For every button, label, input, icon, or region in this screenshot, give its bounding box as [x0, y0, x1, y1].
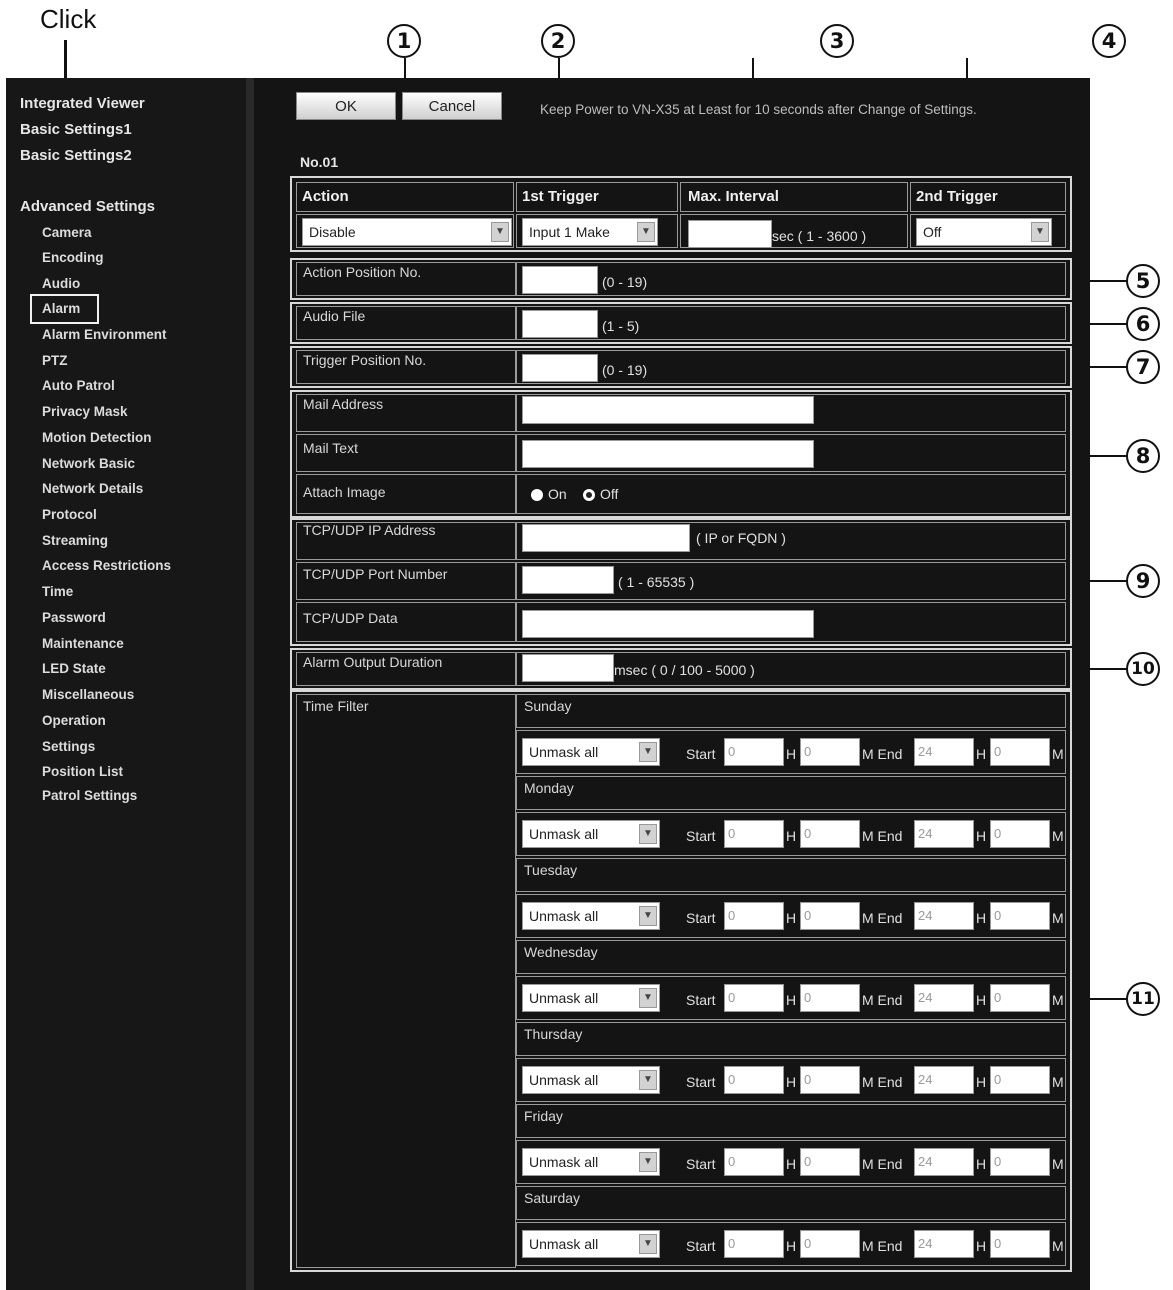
wednesday-end-minute-input[interactable]: 0: [990, 984, 1050, 1012]
max-interval-unit: sec ( 1 - 3600 ): [772, 228, 867, 244]
tcp-ip-hint: ( IP or FQDN ): [696, 530, 786, 546]
trigger-position-value-cell: [516, 350, 1066, 384]
max-interval-input[interactable]: [688, 220, 772, 248]
monday-end-hour-unit: H: [976, 828, 987, 844]
alarm-output-unit: msec ( 0 / 100 - 5000 ): [614, 662, 755, 678]
thursday-start-hour-unit: H: [786, 1074, 797, 1090]
sidebar-item-protocol[interactable]: Protocol: [42, 507, 97, 522]
sunday-mode-value: Unmask all: [529, 744, 599, 760]
wednesday-end-hour-unit: H: [976, 992, 987, 1008]
marker-11: 11: [1126, 982, 1160, 1016]
audio-file-input[interactable]: [522, 310, 598, 338]
sunday-end-minute-unit: M: [1052, 746, 1064, 762]
friday-start-label: Start: [686, 1156, 716, 1172]
ok-button[interactable]: OK: [296, 92, 396, 120]
thursday-start-label: Start: [686, 1074, 716, 1090]
thursday-start-minute-input[interactable]: 0: [800, 1066, 860, 1094]
saturday-name-cell: [516, 1186, 1066, 1220]
sidebar-item-camera[interactable]: Camera: [42, 225, 92, 240]
saturday-end-minute-input[interactable]: 0: [990, 1230, 1050, 1258]
chevron-down-icon: ▼: [639, 1152, 657, 1172]
attach-image-label: Attach Image: [303, 484, 386, 500]
settings-screen: [6, 78, 1090, 1290]
first-trigger-select[interactable]: [522, 218, 658, 246]
sidebar-item-operation[interactable]: Operation: [42, 713, 106, 728]
tuesday-end-hour-unit: H: [976, 910, 987, 926]
thursday-end-minute-unit: M: [1052, 1074, 1064, 1090]
saturday-end-hour-input[interactable]: 24: [914, 1230, 974, 1258]
sunday-mode-select[interactable]: [522, 738, 660, 766]
thursday-start-hour-input[interactable]: 0: [724, 1066, 784, 1094]
monday-mode-value: Unmask all: [529, 826, 599, 842]
chevron-down-icon: ▼: [639, 824, 657, 844]
monday-name-cell: [516, 776, 1066, 810]
action-position-value-cell: [516, 262, 1066, 296]
saturday-end-minute-unit: M: [1052, 1238, 1064, 1254]
tuesday-start-hour-unit: H: [786, 910, 797, 926]
sidebar-item-audio[interactable]: Audio: [42, 276, 81, 291]
sidebar-item-alarm-environment[interactable]: Alarm Environment: [42, 327, 167, 342]
tuesday-start-minute-input[interactable]: 0: [800, 902, 860, 930]
marker-1: 1: [387, 24, 421, 58]
sidebar-divider: [246, 78, 254, 1290]
thursday-mode-select[interactable]: [522, 1066, 660, 1094]
action-position-range: (0 - 19): [602, 274, 648, 290]
sunday-end-label: M End: [862, 746, 903, 762]
saturday-mode-value: Unmask all: [529, 1236, 599, 1252]
attach-image-on-label: On: [548, 486, 567, 502]
sidebar-item-password[interactable]: Password: [42, 610, 106, 625]
marker-8: 8: [1126, 439, 1160, 473]
wednesday-start-label: Start: [686, 992, 716, 1008]
tuesday-label: Tuesday: [524, 862, 578, 878]
friday-start-hour-input[interactable]: 0: [724, 1148, 784, 1176]
sidebar-item-encoding[interactable]: Encoding: [42, 250, 104, 265]
second-trigger-select[interactable]: [916, 218, 1052, 246]
chevron-down-icon: ▼: [1031, 222, 1049, 242]
sidebar-item-time[interactable]: Time: [42, 584, 74, 599]
alarm-output-label: Alarm Output Duration: [303, 654, 443, 670]
max-interval-header: Max. Interval: [688, 188, 779, 205]
thursday-label: Thursday: [524, 1026, 583, 1042]
marker-5: 5: [1126, 264, 1160, 298]
sidebar-item-network-details[interactable]: Network Details: [42, 481, 144, 496]
marker-7: 7: [1126, 350, 1160, 384]
monday-start-hour-unit: H: [786, 828, 797, 844]
marker-2: 2: [541, 24, 575, 58]
thursday-mode-value: Unmask all: [529, 1072, 599, 1088]
monday-end-label: M End: [862, 828, 903, 844]
first-trigger-select-value: Input 1 Make: [529, 224, 610, 240]
sidebar-item-motion-detection[interactable]: Motion Detection: [42, 430, 152, 445]
first-trigger-header: 1st Trigger: [522, 188, 599, 205]
friday-mode-select[interactable]: [522, 1148, 660, 1176]
sidebar-item-position-list[interactable]: Position List: [42, 764, 123, 779]
trigger-position-range: (0 - 19): [602, 362, 648, 378]
mail-text-input[interactable]: [522, 440, 814, 468]
sunday-start-hour-input[interactable]: 0: [724, 738, 784, 766]
friday-end-hour-input[interactable]: 24: [914, 1148, 974, 1176]
marker-3: 3: [820, 24, 854, 58]
action-header: Action: [302, 188, 349, 205]
saturday-start-hour-input[interactable]: 0: [724, 1230, 784, 1258]
thursday-end-hour-unit: H: [976, 1074, 987, 1090]
monday-start-label: Start: [686, 828, 716, 844]
tuesday-end-minute-unit: M: [1052, 910, 1064, 926]
chevron-down-icon: ▼: [637, 222, 655, 242]
trigger-position-input[interactable]: [522, 354, 598, 382]
wednesday-mode-value: Unmask all: [529, 990, 599, 1006]
tuesday-start-hour-input[interactable]: 0: [724, 902, 784, 930]
friday-end-label: M End: [862, 1156, 903, 1172]
sunday-end-hour-input[interactable]: 24: [914, 738, 974, 766]
thursday-name-cell: [516, 1022, 1066, 1056]
monday-end-minute-unit: M: [1052, 828, 1064, 844]
sunday-start-minute-input[interactable]: 0: [800, 738, 860, 766]
friday-end-hour-unit: H: [976, 1156, 987, 1172]
tcp-data-label: TCP/UDP Data: [303, 610, 398, 626]
saturday-end-label: M End: [862, 1238, 903, 1254]
tuesday-name-cell: [516, 858, 1066, 892]
sidebar-item-advanced-settings[interactable]: Advanced Settings: [20, 198, 156, 215]
power-notice: Keep Power to VN-X35 at Least for 10 seconds after Change of Settings.: [540, 102, 977, 117]
tuesday-mode-select[interactable]: [522, 902, 660, 930]
marker-4: 4: [1092, 24, 1126, 58]
audio-file-value-cell: [516, 306, 1066, 340]
friday-start-hour-unit: H: [786, 1156, 797, 1172]
sidebar-item-basic-settings2[interactable]: Basic Settings2: [20, 147, 132, 164]
wednesday-start-minute-input[interactable]: 0: [800, 984, 860, 1012]
action-select-value: Disable: [309, 224, 356, 240]
marker-9: 9: [1126, 564, 1160, 598]
attach-image-off-label: Off: [600, 486, 619, 502]
monday-label: Monday: [524, 780, 574, 796]
tuesday-mode-value: Unmask all: [529, 908, 599, 924]
chevron-down-icon: ▼: [491, 222, 509, 242]
tcp-port-input[interactable]: [522, 566, 614, 594]
wednesday-start-hour-input[interactable]: 0: [724, 984, 784, 1012]
second-trigger-header: 2nd Trigger: [916, 188, 998, 205]
sidebar-item-network-basic[interactable]: Network Basic: [42, 456, 136, 471]
sidebar-item-miscellaneous[interactable]: Miscellaneous: [42, 687, 135, 702]
thursday-end-label: M End: [862, 1074, 903, 1090]
trigger-position-label: Trigger Position No.: [303, 352, 427, 368]
saturday-end-hour-unit: H: [976, 1238, 987, 1254]
second-trigger-select-value: Off: [923, 224, 942, 240]
sidebar-item-led-state[interactable]: LED State: [42, 661, 106, 676]
time-filter-label: Time Filter: [303, 698, 369, 714]
mail-address-input[interactable]: [522, 396, 814, 424]
friday-end-minute-input[interactable]: 0: [990, 1148, 1050, 1176]
audio-file-label: Audio File: [303, 308, 366, 324]
tuesday-end-label: M End: [862, 910, 903, 926]
monday-start-minute-input[interactable]: 0: [800, 820, 860, 848]
chevron-down-icon: ▼: [639, 988, 657, 1008]
chevron-down-icon: ▼: [639, 1234, 657, 1254]
monday-end-hour-input[interactable]: 24: [914, 820, 974, 848]
tcp-data-input[interactable]: [522, 610, 814, 638]
action-position-label: Action Position No.: [303, 264, 422, 280]
sidebar: [6, 78, 246, 1290]
marker-6: 6: [1126, 307, 1160, 341]
tcp-port-label: TCP/UDP Port Number: [303, 566, 448, 582]
sidebar-item-privacy-mask[interactable]: Privacy Mask: [42, 404, 128, 419]
monday-start-hour-input[interactable]: 0: [724, 820, 784, 848]
thursday-end-minute-input[interactable]: 0: [990, 1066, 1050, 1094]
tcp-port-hint: ( 1 - 65535 ): [618, 574, 695, 590]
sidebar-item-access-restrictions[interactable]: Access Restrictions: [42, 558, 172, 573]
friday-label: Friday: [524, 1108, 563, 1124]
wednesday-start-hour-unit: H: [786, 992, 797, 1008]
attach-image-value-cell: [516, 474, 1066, 514]
friday-mode-value: Unmask all: [529, 1154, 599, 1170]
action-position-input[interactable]: [522, 266, 598, 294]
sidebar-item-maintenance[interactable]: Maintenance: [42, 636, 124, 651]
friday-start-minute-input[interactable]: 0: [800, 1148, 860, 1176]
marker-10: 10: [1126, 652, 1160, 686]
sidebar-item-patrol-settings[interactable]: Patrol Settings: [42, 788, 138, 803]
tuesday-end-hour-input[interactable]: 24: [914, 902, 974, 930]
saturday-mode-select[interactable]: [522, 1230, 660, 1258]
attach-image-off-radio[interactable]: [583, 489, 595, 501]
time-filter-label-cell: [296, 694, 516, 1268]
mail-text-label: Mail Text: [303, 440, 358, 456]
monday-mode-select[interactable]: [522, 820, 660, 848]
saturday-start-hour-unit: H: [786, 1238, 797, 1254]
chevron-down-icon: ▼: [639, 906, 657, 926]
tcp-ip-input[interactable]: [522, 524, 690, 552]
tuesday-start-label: Start: [686, 910, 716, 926]
saturday-start-label: Start: [686, 1238, 716, 1254]
action-select[interactable]: [302, 218, 512, 246]
saturday-start-minute-input[interactable]: 0: [800, 1230, 860, 1258]
friday-name-cell: [516, 1104, 1066, 1138]
tcp-ip-label: TCP/UDP IP Address: [303, 522, 436, 538]
sidebar-item-integrated-viewer[interactable]: Integrated Viewer: [20, 95, 145, 112]
chevron-down-icon: ▼: [639, 1070, 657, 1090]
alarm-number-label: No.01: [300, 154, 339, 170]
sunday-start-hour-unit: H: [786, 746, 797, 762]
chevron-down-icon: ▼: [639, 742, 657, 762]
monday-end-minute-input[interactable]: 0: [990, 820, 1050, 848]
attach-image-on-radio[interactable]: [531, 489, 543, 501]
audio-file-range: (1 - 5): [602, 318, 640, 334]
sunday-label: Sunday: [524, 698, 572, 714]
sunday-start-label: Start: [686, 746, 716, 762]
sidebar-item-streaming[interactable]: Streaming: [42, 533, 109, 548]
wednesday-mode-select[interactable]: [522, 984, 660, 1012]
sunday-end-hour-unit: H: [976, 746, 987, 762]
click-annotation-label: Click: [40, 4, 97, 34]
alarm-output-input[interactable]: [522, 654, 614, 682]
sunday-name-cell: [516, 694, 1066, 728]
cancel-button[interactable]: Cancel: [402, 92, 502, 120]
sidebar-item-settings[interactable]: Settings: [42, 739, 96, 754]
wednesday-name-cell: [516, 940, 1066, 974]
thursday-end-hour-input[interactable]: 24: [914, 1066, 974, 1094]
mail-address-label: Mail Address: [303, 396, 384, 412]
tuesday-end-minute-input[interactable]: 0: [990, 902, 1050, 930]
sidebar-item-alarm[interactable]: Alarm: [42, 301, 81, 316]
saturday-label: Saturday: [524, 1190, 581, 1206]
wednesday-label: Wednesday: [524, 944, 598, 960]
sidebar-item-ptz[interactable]: PTZ: [42, 353, 68, 368]
wednesday-end-label: M End: [862, 992, 903, 1008]
friday-end-minute-unit: M: [1052, 1156, 1064, 1172]
sidebar-item-basic-settings1[interactable]: Basic Settings1: [20, 121, 132, 138]
sidebar-item-auto-patrol[interactable]: Auto Patrol: [42, 378, 115, 393]
sunday-end-minute-input[interactable]: 0: [990, 738, 1050, 766]
wednesday-end-minute-unit: M: [1052, 992, 1064, 1008]
wednesday-end-hour-input[interactable]: 24: [914, 984, 974, 1012]
